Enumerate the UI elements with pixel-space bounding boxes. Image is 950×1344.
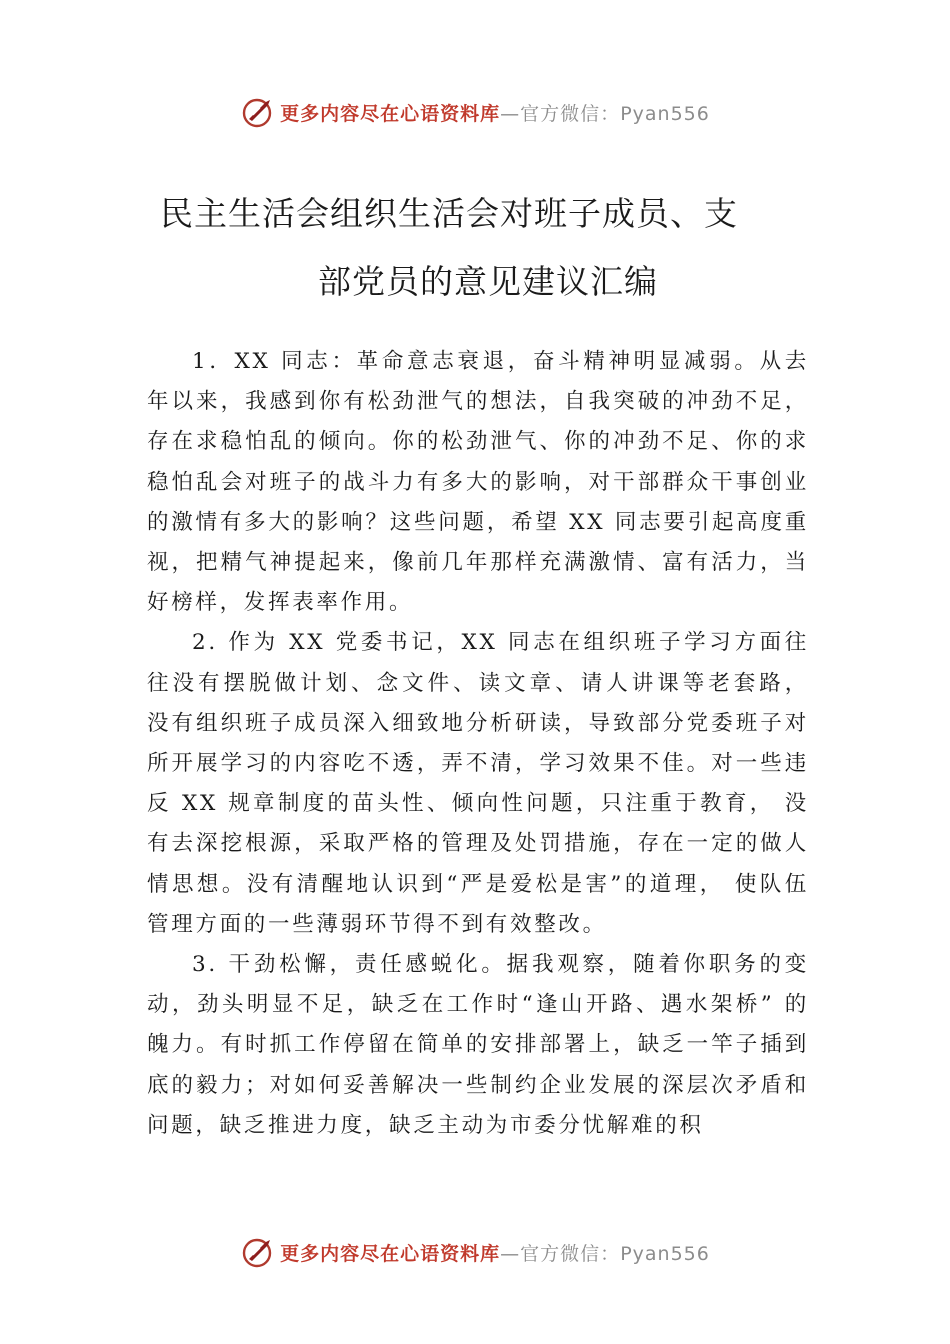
footer-watermark [0, 1232, 950, 1272]
header-watermark [0, 92, 950, 132]
footer-brand-text: 更多内容尽在心语资料库 [280, 1242, 501, 1265]
footer-wechat-id: Pyan556 [620, 1242, 710, 1265]
header-wechat-id: Pyan556 [620, 102, 710, 125]
document-body [147, 342, 809, 1146]
footer-dash: — [500, 1242, 521, 1265]
paragraph-3: 3. 干劲松懈，责任感蜕化。据我观察，随着你职务的变动，劲头明显不足，缺乏在工作时“逢山开路、遇水架桥” 的魄力。有时抓工作停留在简单的安排部署上，缺乏一竿子插到底的毅力；对如何妥善解决一些制约企业发展的深层次矛盾和问题，缺乏推进力度，缺乏主动为市委分忧解难的积 [147, 952, 809, 1138]
paragraph-2: 2. 作为 XX 党委书记，XX 同志在组织班子学习方面往往没有摆脱做计划、念文件、读文章、请人讲课等老套路， 没有组织班子成员深入细致地分析研读，导致部分党委班子对所开展学习的内容吃不透，弄不清，学习效果不佳。对一些违反 XX 规章制度的苗头性、倾向性问题，只注重于教育， 没有去深挖根源，采取严格的管理及处罚措施，存在一定的做人情思想。没有清醒地认识到“严是爱松是害”的道理， 使队伍管理方面的一些薄弱环节得不到有效整改。 [147, 630, 809, 937]
header-dash: — [500, 102, 521, 125]
footer-wechat-label: 官方微信： [520, 1242, 621, 1265]
quill-logo-icon [240, 1234, 276, 1270]
header-brand-text: 更多内容尽在心语资料库 [280, 102, 501, 125]
document-title [0, 180, 950, 316]
quill-logo-icon [240, 94, 276, 130]
title-line-1: 民主生活会组织生活会对班子成员、支 [160, 194, 738, 233]
title-line-2: 部党员的意见建议汇编 [318, 262, 658, 301]
header-wechat-label: 官方微信： [520, 102, 621, 125]
paragraph-1: 1．XX 同志：革命意志衰退，奋斗精神明显减弱。从去年以来，我感到你有松劲泄气的想法，自我突破的冲劲不足，存在求稳怕乱的倾向。你的松劲泄气、你的冲劲不足、你的求稳怕乱会对班子的战斗力有多大的影响，对干部群众干事创业的激情有多大的影响？这些问题，希望 XX 同志要引起高度重视，把精气神提起来，像前几年那样充满激情、富有活力，当好榜样，发挥表率作用。 [147, 349, 809, 616]
